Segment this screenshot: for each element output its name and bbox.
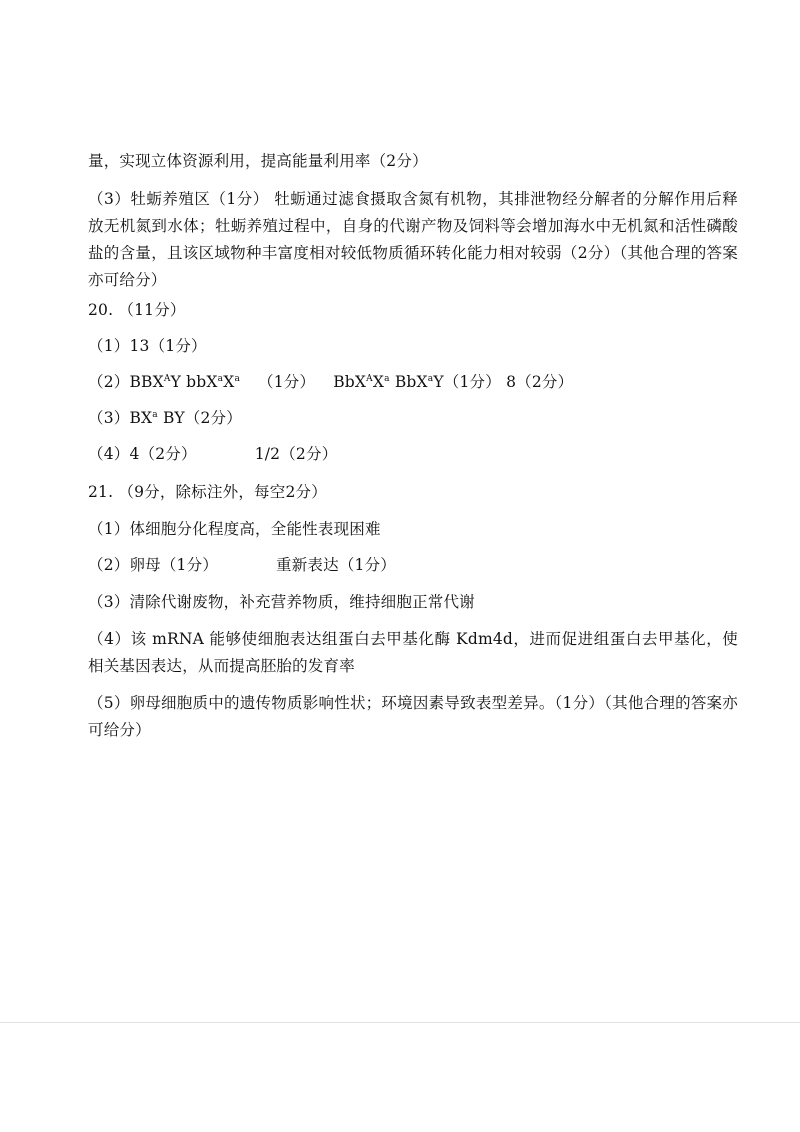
answer-21-1: （1）体细胞分化程度高，全能性表现困难 — [88, 520, 381, 538]
genotype-group-2: $BbX^AX^a$ BbX$^a$Y — [333, 373, 444, 391]
answer-21-2 — [88, 552, 748, 579]
question-20-header: 20. （11分） — [88, 301, 186, 319]
answer-21-2-right: 重新表达（1分） — [276, 556, 396, 574]
answer-continuation: 量，实现立体资源利用，提高能量利用率（2分） — [88, 152, 428, 170]
answer-21-2-left: （2）卵母（1分） — [88, 556, 219, 574]
answer-20-2-score-1: （1分） — [258, 373, 316, 391]
answer-20-4-right: 1/2（2分） — [254, 445, 338, 463]
answer-19-3: （3）牡蛎养殖区（1分） 牡蛎通过滤食摄取含氮有机物，其排泄物经分解者的分解作用后释放无机氮到水体；牡蛎养殖过程中，自身的代谢产物及饲料等会增加海水中无机氮和活性磷酸盐的含量，且该区域物种丰富度相对较低物质循环转化能力相对较弱（2分）（其他合理的答案亦可给分） — [88, 190, 738, 289]
answer-20-3: $(3)BX^a$ BY（2分） — [88, 409, 242, 427]
question-21-header: 21. （9分，除标注外，每空2分） — [88, 483, 327, 501]
next-page-area — [0, 1023, 800, 1132]
answer-20-4-left: （4）4（2分） — [88, 445, 197, 463]
answer-20-2 — [88, 369, 748, 396]
genotype-group-1: $BBX^AY$ $bbX^aX^a$ — [129, 373, 241, 391]
answer-20-2-score-2: （1分） 8（2分） — [443, 373, 574, 391]
answer-21-5: （5）卵母细胞质中的遗传物质影响性状；环境因素导致表型差异。（1分）（其他合理的答案亦可给分） — [88, 694, 738, 739]
answer-20-1: （1）13（1分） — [88, 337, 207, 355]
answer-21-3: （3）清除代谢废物，补充营养物质，维持细胞正常代谢 — [88, 593, 475, 611]
answer-20-2-lead: （2） — [88, 373, 130, 391]
answer-21-4: （4）该 mRNA 能够使细胞表达组蛋白去甲基化酶 Kdm4d，进而促进组蛋白去甲基化，使相关基因表达，从而提高胚胎的发育率 — [88, 630, 738, 675]
answer-20-4 — [88, 441, 748, 468]
